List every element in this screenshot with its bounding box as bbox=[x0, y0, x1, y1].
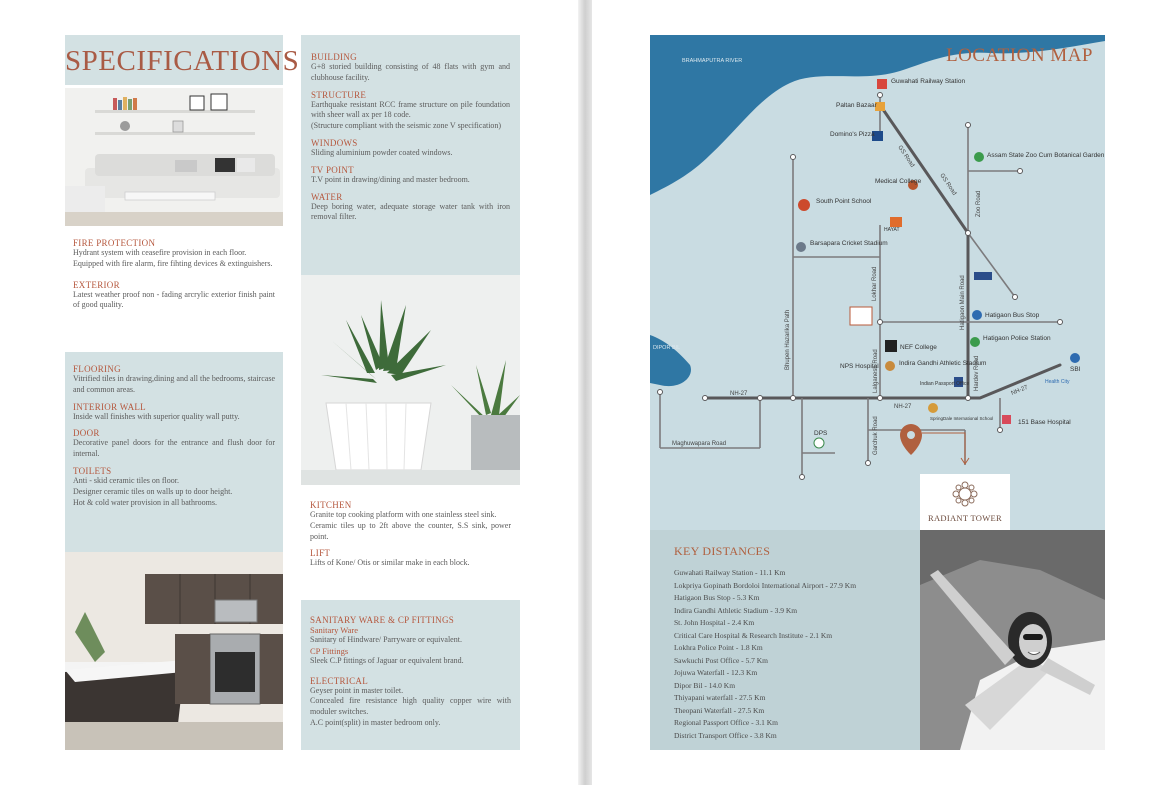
road-lokhar: Lokhar Road bbox=[872, 266, 878, 301]
road-nh27-east: NH-27 bbox=[1010, 384, 1029, 397]
distance-item: Jojuwa Waterfall - 12.3 Km bbox=[674, 668, 758, 677]
door-title: DOOR bbox=[73, 428, 100, 439]
radiant-tower-logo-text: RADIANT TOWER bbox=[927, 513, 1003, 523]
distance-item: Indira Gandhi Athletic Stadium - 3.9 Km bbox=[674, 605, 798, 615]
dipor-bil-lake bbox=[650, 335, 691, 386]
toilets-text-3: Hot & cold water provision in all bathrooms. bbox=[73, 497, 217, 507]
toilets-text-1: Anti - skid ceramic tiles on floor. bbox=[73, 475, 179, 485]
hatigaon-building-icon bbox=[974, 272, 992, 280]
label-dominos: Domino's Pizza bbox=[830, 131, 875, 138]
woman-car-photo bbox=[920, 530, 1105, 750]
label-nef: NEF College bbox=[900, 344, 937, 351]
specifications-title: SPECIFICATIONS bbox=[65, 45, 300, 77]
label-dps: DPS bbox=[814, 430, 828, 437]
label-hatigaon-bus: Hatigaon Bus Stop bbox=[985, 312, 1040, 319]
hospital-logo-icon bbox=[850, 307, 872, 325]
cp-fittings-subtitle: CP Fittings bbox=[310, 645, 349, 656]
kitchen-title: KITCHEN bbox=[310, 500, 352, 510]
electrical-text-1: Geyser point in master toilet. bbox=[310, 685, 404, 695]
label-base-hospital: 151 Base Hospital bbox=[1018, 419, 1071, 426]
electrical-text-3: A.C point(split) in master bedroom only. bbox=[310, 717, 441, 727]
label-passport: Indian Passport Office bbox=[920, 381, 970, 387]
radiant-tower-logo bbox=[920, 474, 1010, 530]
windows-text: Sliding aluminium powder coated windows. bbox=[311, 147, 453, 157]
windows-title: WINDOWS bbox=[311, 137, 358, 148]
flooring-title: FLOORING bbox=[73, 364, 121, 374]
road-nh27-central: NH-27 bbox=[894, 404, 912, 410]
flooring-text: Vitrified tiles in drawing,dining and all the bedrooms, staircase and common areas. bbox=[73, 374, 275, 394]
fire-protection-text-2: Equipped with fire alarm, fire fihting devices & extinguishers. bbox=[73, 258, 273, 268]
label-paltan: Paltan Bazaar bbox=[836, 102, 877, 109]
dipor-bil-label: DIPOR BIL bbox=[653, 345, 681, 351]
building-panel bbox=[301, 35, 520, 275]
kitchen-text-1: Granite top cooking platform with one stainless steel sink. bbox=[310, 510, 497, 519]
interior-wall-text: Inside wall finishes with superior quality wall putty. bbox=[73, 411, 240, 421]
gs-road-line bbox=[880, 105, 968, 233]
fire-protection-title: FIRE PROTECTION bbox=[73, 238, 156, 248]
water-title: WATER bbox=[311, 191, 343, 202]
location-map-title: LOCATION MAP bbox=[946, 45, 1093, 66]
police-pin-icon bbox=[970, 337, 980, 347]
label-railway: Guwahati Railway Station bbox=[891, 78, 966, 85]
sbi-icon bbox=[1070, 353, 1080, 363]
barsapara-icon bbox=[796, 242, 806, 252]
distance-item: Theopani Waterfall - 27.5 Km bbox=[674, 705, 765, 715]
road-hatigaon-main: Hatigaon Main Road bbox=[960, 275, 966, 330]
distance-item: Hatigaon Bus Stop - 5.3 Km bbox=[674, 593, 760, 602]
location-map bbox=[650, 35, 1105, 530]
cp-fittings-text: Sleek C.P fittings of Jaguar or equivalent brand. bbox=[310, 655, 464, 665]
tv-point-text: T.V point in drawing/dining and master bedroom. bbox=[311, 174, 470, 184]
sanitary-ware-subtitle: Sanitary Ware bbox=[310, 625, 359, 635]
radiant-tower-logo-mark bbox=[920, 474, 1010, 512]
distance-item: Thiyapani waterfall - 27.5 Km bbox=[674, 693, 766, 702]
distance-item: Regional Passport Office - 3.1 Km bbox=[674, 718, 779, 727]
map-canvas bbox=[650, 35, 1105, 530]
springdale-icon bbox=[928, 403, 938, 413]
distance-item: Lokpriya Gopinath Bordoloi International Airport - 27.9 Km bbox=[674, 580, 857, 590]
nef-college-icon bbox=[885, 340, 897, 352]
lift-title: LIFT bbox=[310, 548, 331, 559]
building-title: BUILDING bbox=[311, 52, 357, 62]
label-indira: Indira Gandhi Athletic Stadium bbox=[899, 360, 987, 367]
flooring-panel bbox=[65, 352, 283, 552]
south-point-icon bbox=[798, 199, 810, 211]
fire-exterior-section bbox=[73, 238, 275, 311]
key-distances-title: KEY DISTANCES bbox=[674, 544, 771, 558]
building-text: G+8 storied building consisting of 48 flats with gym and clubhouse facility. bbox=[311, 62, 510, 82]
road-lalganesh: Lalganesh Road bbox=[873, 349, 879, 393]
zoo-pin-icon bbox=[974, 152, 984, 162]
electrical-text-2: Concealed fire resistance high quality copper wire with moduler switches. bbox=[310, 696, 511, 717]
label-hayat: HAYAT bbox=[884, 227, 900, 233]
road-gs-2: GS Road bbox=[938, 172, 958, 197]
kitchen-illustration bbox=[65, 552, 283, 750]
exterior-text: Latest weather proof non - fading arcrylic exterior finish paint of good quality. bbox=[73, 289, 275, 310]
structure-text-2: (Structure compliant with the seismic zone V specification) bbox=[311, 121, 502, 131]
toilets-text-2: Designer ceramic tiles on walls up to door height. bbox=[73, 486, 233, 496]
distance-item: Sawkuchi Post Office - 5.7 Km bbox=[674, 655, 769, 665]
door-text: Decorative panel doors for the entrance and flush door for internal. bbox=[73, 438, 275, 459]
dps-icon bbox=[814, 438, 824, 448]
plant-photo bbox=[301, 275, 520, 485]
living-room-illustration bbox=[65, 88, 283, 226]
distance-item: Lokhra Police Point - 1.8 Km bbox=[674, 643, 763, 652]
label-south-point: South Point School bbox=[816, 198, 872, 205]
fire-protection-text-1: Hydrant system with ceasefire provision in each floor. bbox=[73, 248, 247, 257]
interior-wall-title: INTERIOR WALL bbox=[73, 401, 146, 412]
road-bhupen: Bhupen Hazarika Path bbox=[785, 309, 791, 370]
railway-icon bbox=[877, 79, 887, 89]
radiant-tower-pin-icon bbox=[900, 424, 922, 455]
living-room-photo bbox=[65, 88, 283, 226]
road-hardev: Hardev Road bbox=[974, 355, 980, 391]
label-medical: Medical College bbox=[875, 178, 922, 185]
woman-car-illustration bbox=[920, 530, 1105, 750]
specifications-header bbox=[65, 35, 300, 85]
tv-point-title: TV POINT bbox=[311, 164, 354, 175]
road-maghuwapara: Maghuwapara Road bbox=[672, 441, 727, 447]
kitchen-text-2: Ceramic tiles up to 2ft above the counter, S.S sink, power point. bbox=[310, 520, 511, 541]
sanitary-electrical-panel bbox=[301, 600, 520, 750]
label-zoo: Assam State Zoo Cum Botanical Garden bbox=[987, 152, 1105, 159]
kitchen-lift-panel bbox=[301, 485, 520, 600]
lift-text: Lifts of Kone/ Otis or similar make in each block. bbox=[310, 558, 470, 568]
sanitary-title: SANITARY WARE & CP FITTINGS bbox=[310, 615, 455, 625]
road-nh27-west: NH-27 bbox=[730, 391, 748, 397]
road-garchuk: Garchuk Road bbox=[873, 416, 879, 455]
distance-item: Critical Care Hospital & Research Institute - 2.1 Km bbox=[674, 630, 833, 640]
electrical-title: ELECTRICAL bbox=[310, 675, 368, 686]
structure-text-1: Earthquake resistant RCC frame structure on pile foundation with sheer wall ax per 18 code. bbox=[311, 99, 510, 120]
toilets-title: TOILETS bbox=[73, 465, 112, 476]
key-distances-panel bbox=[650, 530, 920, 750]
label-springdale: SpringDale International School bbox=[930, 416, 994, 421]
label-nps: NPS Hospital bbox=[840, 363, 879, 370]
label-hatigaon-police: Hatigaon Police Station bbox=[983, 335, 1051, 342]
road-gs-1: GS Road bbox=[896, 144, 916, 169]
distance-item: District Transport Office - 3.8 Km bbox=[674, 730, 777, 740]
water-text: Deep boring water, adequate storage water tank with iron removal filter. bbox=[311, 201, 510, 222]
label-sbi: SBI bbox=[1070, 366, 1081, 373]
plant-illustration bbox=[301, 275, 520, 485]
book-spine bbox=[578, 0, 592, 785]
distance-item: Dipor Bil - 14.0 Km bbox=[674, 680, 736, 690]
bus-stop-icon bbox=[972, 310, 982, 320]
kitchen-photo bbox=[65, 552, 283, 750]
sanitary-ware-text: Sanitary of Hindware/ Parryware or equivalent. bbox=[310, 635, 462, 644]
hayat-icon bbox=[890, 217, 902, 227]
distance-item: St. John Hospital - 2.4 Km bbox=[674, 618, 755, 627]
label-barsapara: Barsapara Cricket Stadium bbox=[810, 240, 888, 247]
river-label: BRAHMAPUTRA RIVER bbox=[682, 58, 743, 64]
structure-title: STRUCTURE bbox=[311, 89, 367, 100]
road-zoo: Zoo Road bbox=[976, 190, 982, 217]
distance-item: Guwahati Railway Station - 11.1 Km bbox=[674, 568, 786, 577]
base-hospital-icon bbox=[1002, 415, 1011, 424]
label-health-city: Health City bbox=[1045, 379, 1070, 385]
exterior-title: EXTERIOR bbox=[73, 279, 120, 290]
stadium-icon bbox=[885, 361, 895, 371]
